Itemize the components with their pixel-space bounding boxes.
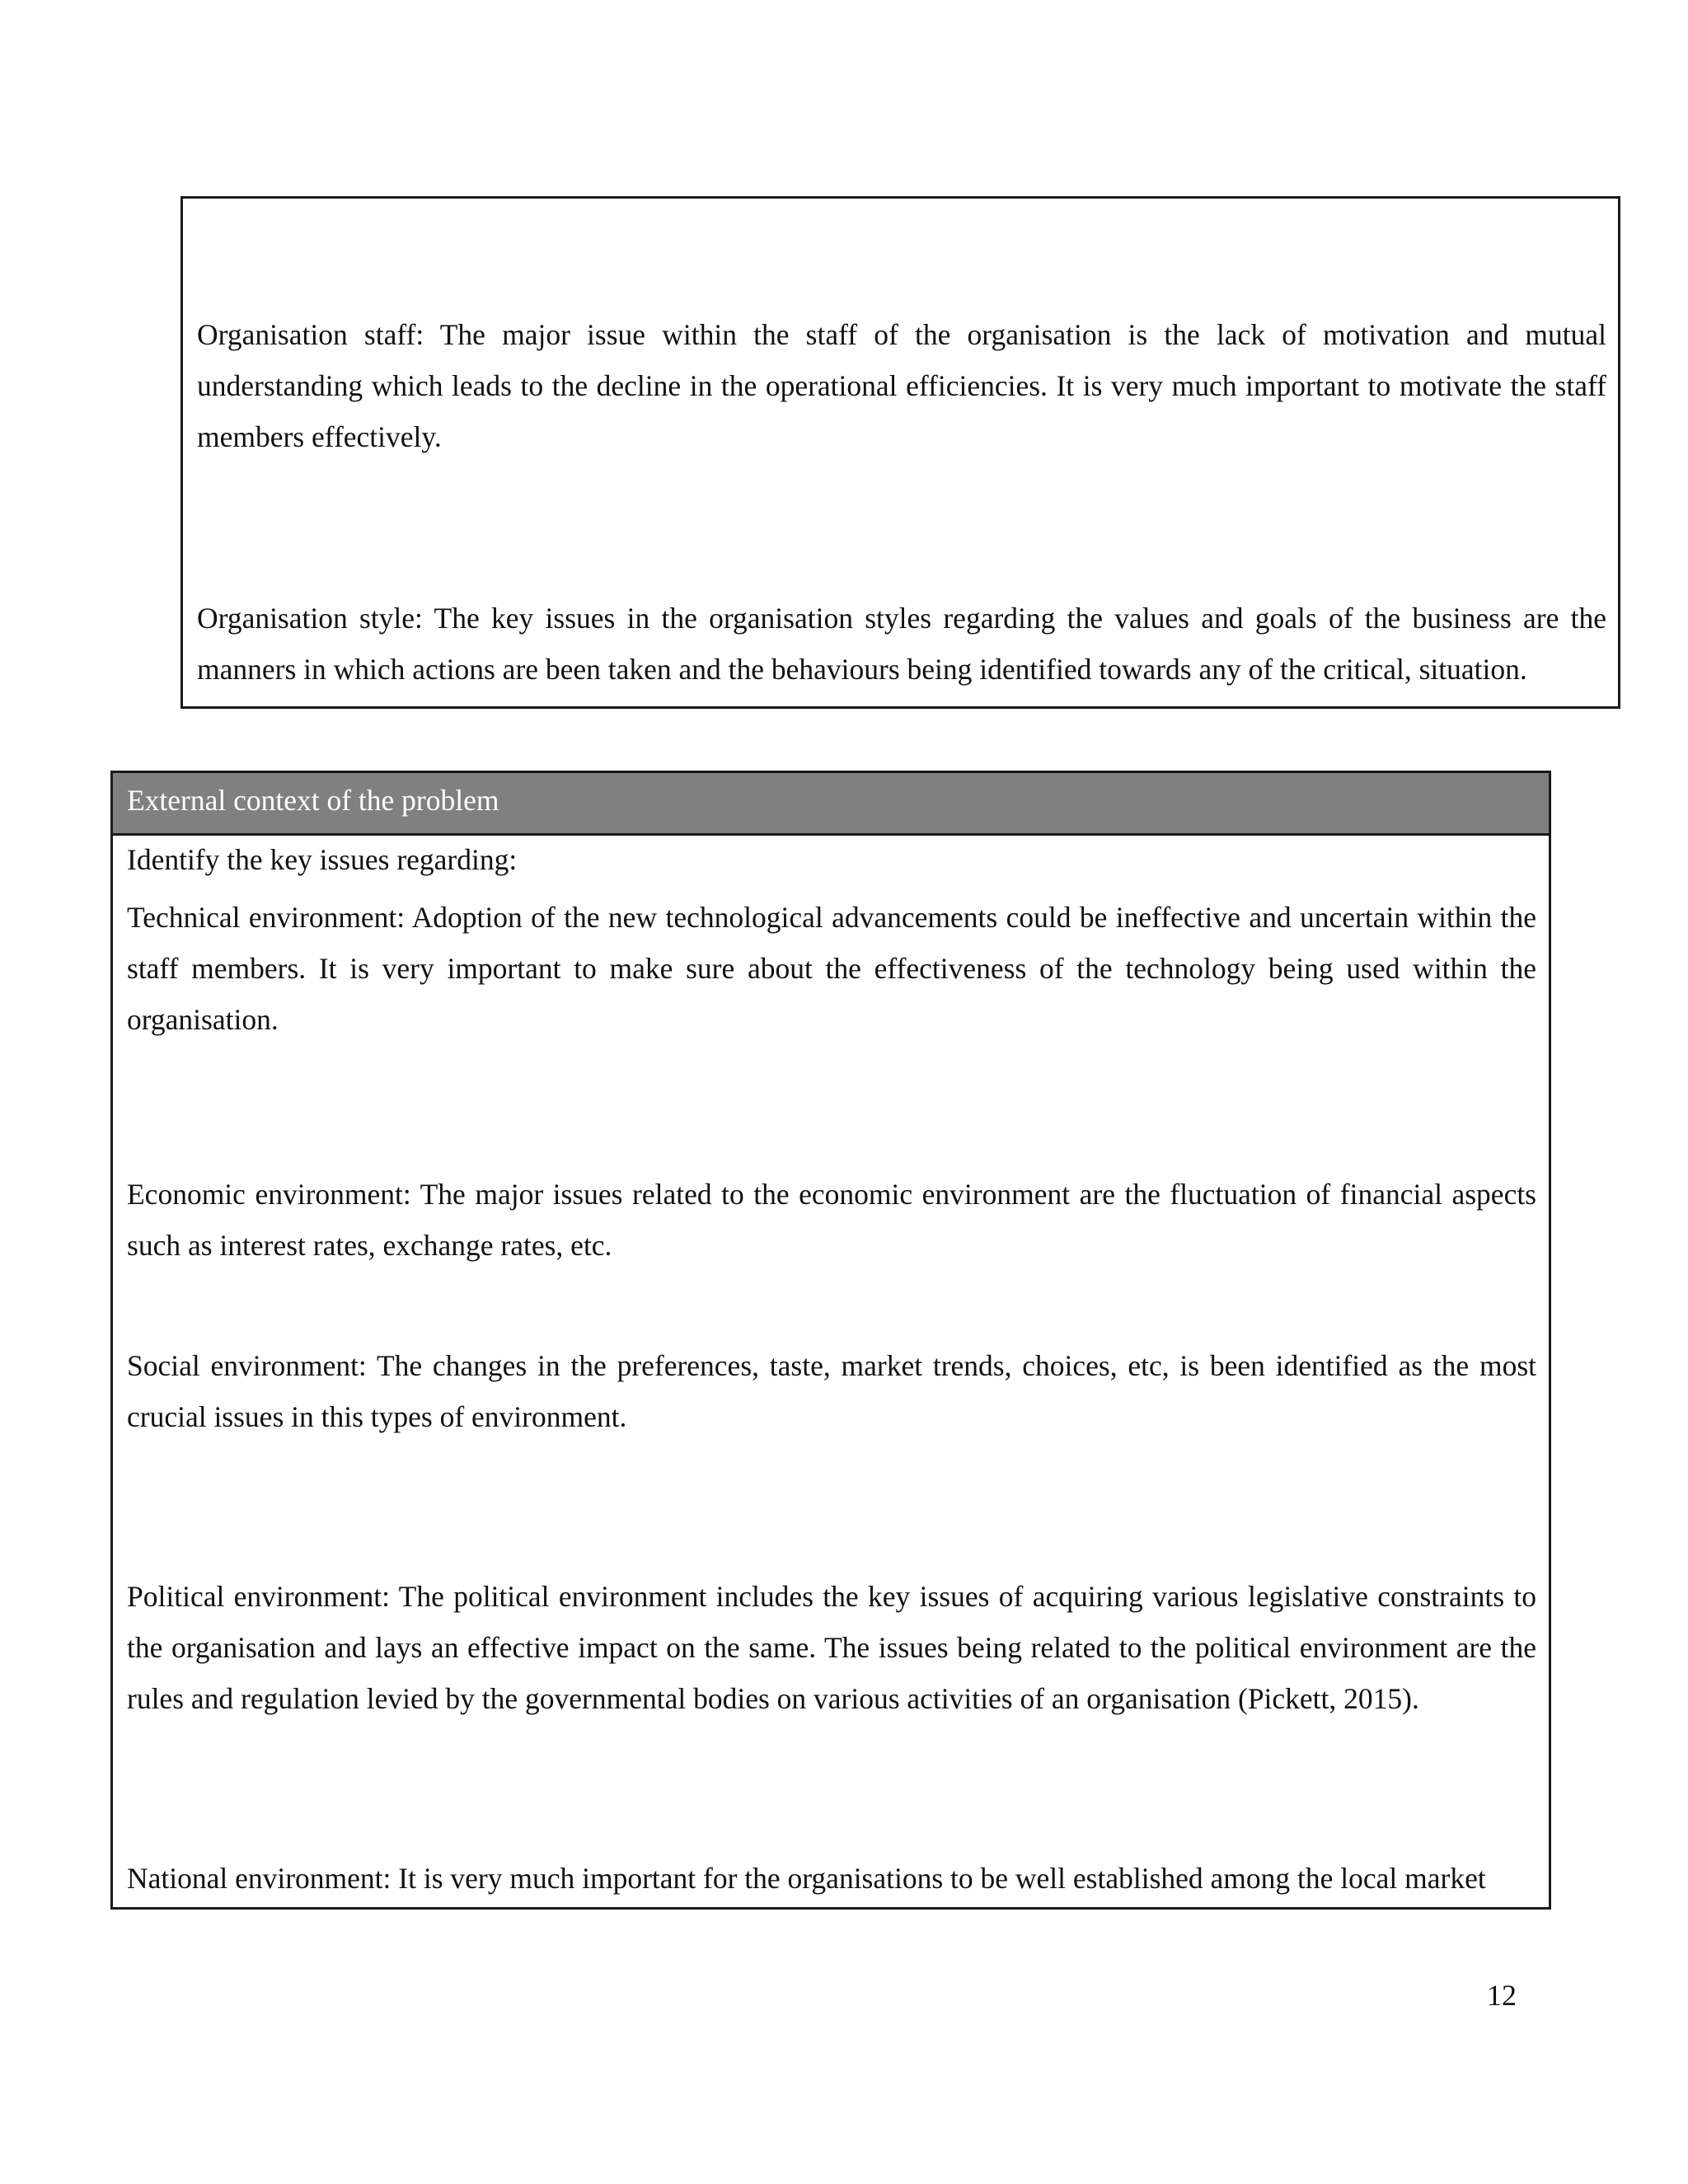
- political-environment-paragraph: Political environment: The political environment includes the key issues of acquiring various legislative constraints to the organisation and lays an effective impact on the same. The issues being related to the political environment are the rules and regulation levied by the governmental bodies on various activities of an organisation (Pickett, 2015).: [127, 1580, 1536, 1715]
- organisation-staff-paragraph: Organisation staff: The major issue within the staff of the organisation is the lack of motivation and mutual understanding which leads to the decline in the operational efficiencies. It is very much important to motivate the staff members effectively.: [197, 318, 1606, 453]
- national-environment-paragraph: National environment: It is very much important for the organisations to be well established among the local market: [127, 1862, 1486, 1895]
- technical-environment-paragraph: Technical environment: Adoption of the new technological advancements could be ineffective and uncertain within the staff members. It is very important to make sure about the effectiveness of the technology being used within the organisation.: [127, 901, 1536, 1036]
- external-context-title: External context of the problem: [127, 784, 499, 817]
- external-context-box: [110, 771, 1551, 1910]
- external-context-header: [113, 773, 1549, 836]
- social-environment-paragraph: Social environment: The changes in the preferences, taste, market trends, choices, etc, is been identified as the most crucial issues in this types of environment.: [127, 1349, 1536, 1433]
- internal-context-box: [181, 196, 1620, 709]
- identify-key-issues-label: Identify the key issues regarding:: [127, 843, 518, 876]
- economic-environment-paragraph: Economic environment: The major issues related to the economic environment are the fluctuation of financial aspects such as interest rates, exchange rates, etc.: [127, 1178, 1536, 1262]
- organisation-style-paragraph: Organisation style: The key issues in the organisation styles regarding the values and goals of the business are the manners in which actions are been taken and the behaviours being identified towards any of the critical, situation.: [197, 602, 1606, 686]
- page-number: 12: [1487, 1979, 1517, 2012]
